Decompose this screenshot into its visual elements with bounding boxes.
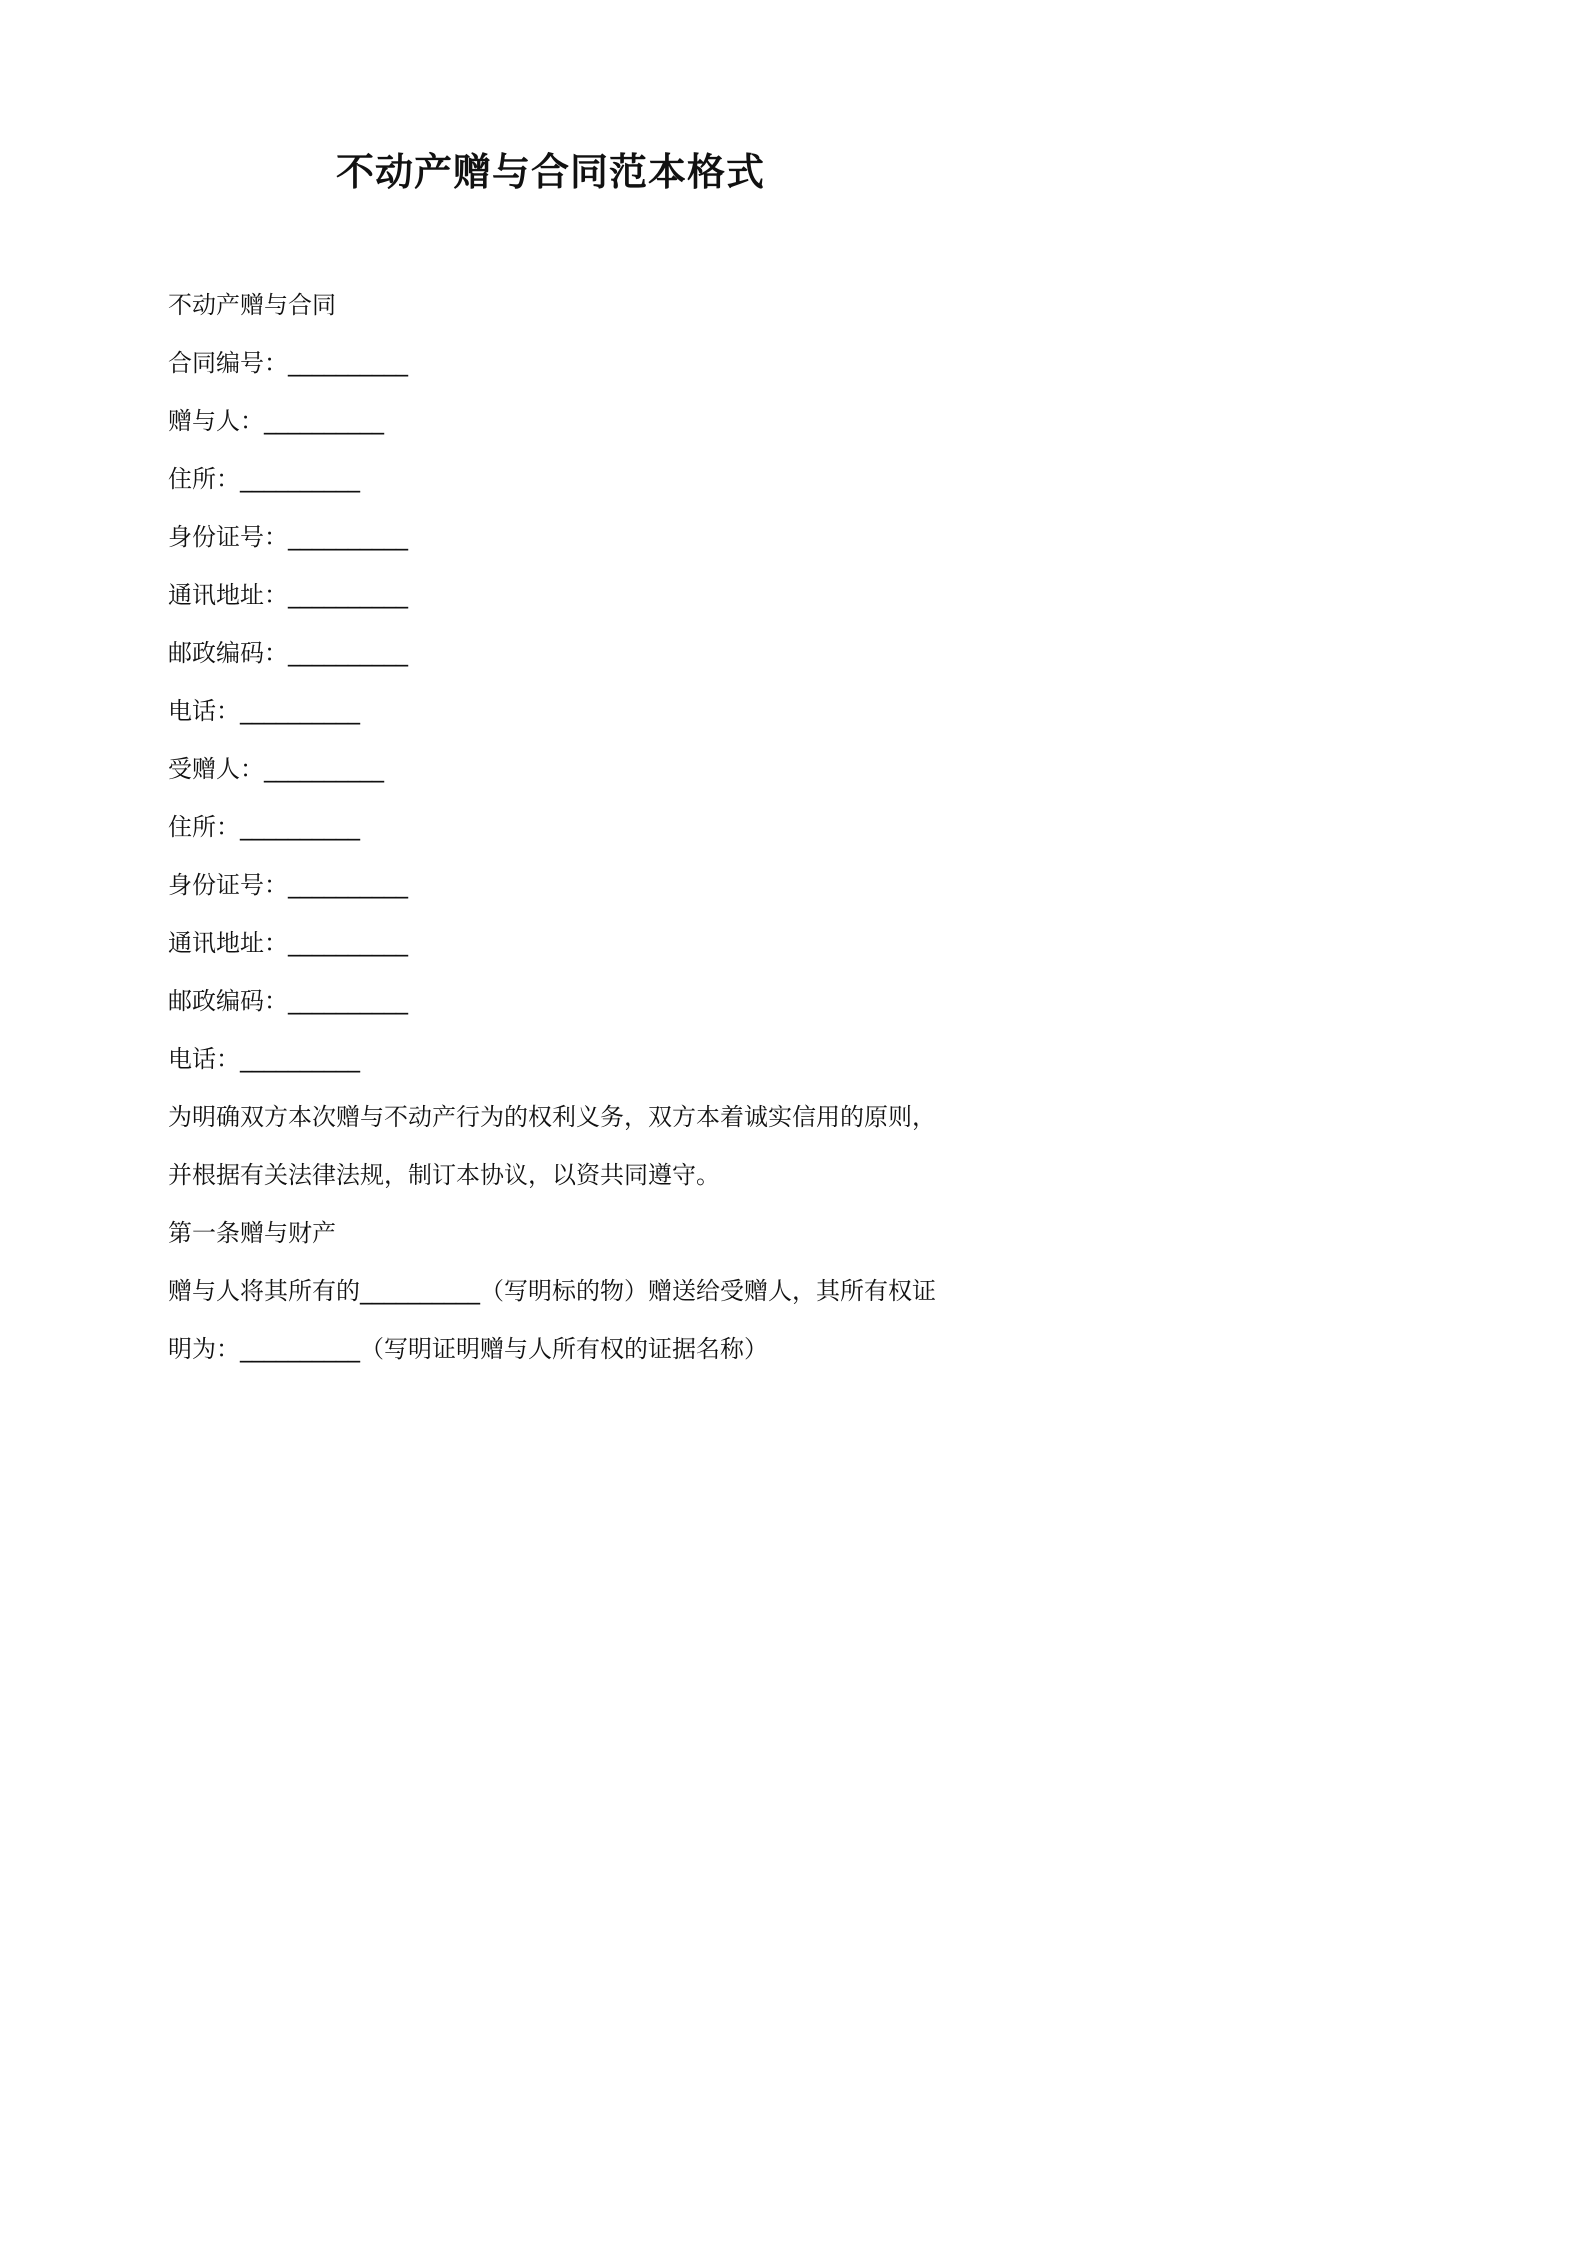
fill-blank: __________ <box>288 987 408 1015</box>
document-page <box>0 0 1101 1557</box>
field-donor <box>168 392 948 450</box>
article-1-text: 赠与人将其所有的__________（写明标的物）赠送给受赠人，其所有权证明为：__________（写明证明赠与人所有权的证据名称） <box>168 1277 936 1363</box>
field-donee-phone <box>168 1030 948 1088</box>
field-label: 住所： <box>168 465 240 493</box>
field-donor-address <box>168 566 948 624</box>
fill-blank: __________ <box>288 639 408 667</box>
field-donee-residence <box>168 798 948 856</box>
fill-blank: __________ <box>240 813 360 841</box>
field-donor-phone <box>168 682 948 740</box>
field-donor-postcode <box>168 624 948 682</box>
field-donor-residence <box>168 450 948 508</box>
fill-blank: __________ <box>240 465 360 493</box>
field-label: 邮政编码： <box>168 987 288 1015</box>
fill-blank: __________ <box>264 407 384 435</box>
field-label: 身份证号： <box>168 523 288 551</box>
fill-blank: __________ <box>288 871 408 899</box>
field-contract-number <box>168 334 948 392</box>
field-label: 受赠人： <box>168 755 264 783</box>
fill-blank: __________ <box>288 581 408 609</box>
fill-blank: __________ <box>288 929 408 957</box>
field-label: 通讯地址： <box>168 581 288 609</box>
fill-blank: __________ <box>240 1045 360 1073</box>
field-label: 住所： <box>168 813 240 841</box>
field-label: 身份证号： <box>168 871 288 899</box>
field-label: 通讯地址： <box>168 929 288 957</box>
field-donee-address <box>168 914 948 972</box>
field-donee-id-number <box>168 856 948 914</box>
field-donee <box>168 740 948 798</box>
field-label: 电话： <box>168 697 240 725</box>
fill-blank: __________ <box>240 697 360 725</box>
field-donor-id-number <box>168 508 948 566</box>
preamble-paragraph: 为明确双方本次赠与不动产行为的权利义务，双方本着诚实信用的原则，并根据有关法律法规，制订本协议，以资共同遵守。 <box>168 1103 936 1189</box>
fill-blank: __________ <box>288 349 408 377</box>
contract-heading: 不动产赠与合同 <box>168 291 336 319</box>
fill-blank: __________ <box>288 523 408 551</box>
field-label: 邮政编码： <box>168 639 288 667</box>
field-donee-postcode <box>168 972 948 1030</box>
document-title: 不动产赠与合同范本格式 <box>335 150 765 194</box>
document-body <box>168 276 948 1378</box>
fill-blank: __________ <box>264 755 384 783</box>
field-label: 电话： <box>168 1045 240 1073</box>
article-1-heading: 第一条赠与财产 <box>168 1219 336 1247</box>
field-label: 合同编号： <box>168 349 288 377</box>
field-label: 赠与人： <box>168 407 264 435</box>
